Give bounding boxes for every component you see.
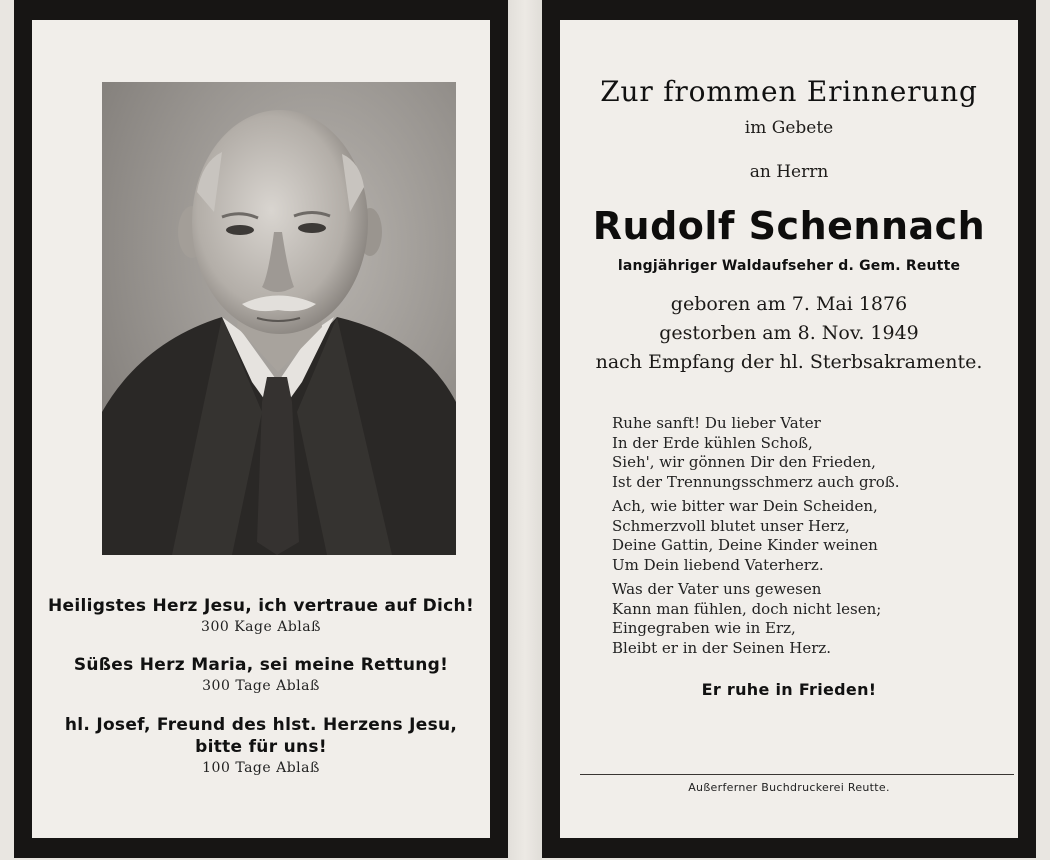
portrait-image xyxy=(102,82,456,555)
poem-stanza-3 xyxy=(612,580,900,658)
life-dates xyxy=(560,290,1018,377)
sacraments-line: nach Empfang der hl. Sterbsakramente. xyxy=(595,351,983,373)
poem-line: Um Dein liebend Vaterherz. xyxy=(612,555,824,574)
poem-line: Schmerzvoll blutet unser Herz, xyxy=(612,516,850,535)
death-date: gestorben am 8. Nov. 1949 xyxy=(659,322,919,344)
poem-line: Eingegraben wie in Erz, xyxy=(612,619,796,637)
right-card-border xyxy=(542,0,1036,858)
printer-credit: Außerferner Buchdruckerei Reutte. xyxy=(688,781,890,794)
poem xyxy=(612,414,900,663)
deceased-role: langjähriger Waldaufseher d. Gem. Reutte xyxy=(617,258,961,274)
poem-line: In der Erde kühlen Schoß, xyxy=(612,433,813,452)
salutation: an Herrn xyxy=(749,162,829,182)
divider xyxy=(580,774,1014,775)
portrait-photo xyxy=(102,82,456,555)
poem-line: Was der Vater uns gewesen xyxy=(612,580,822,598)
left-card-border xyxy=(14,0,508,858)
card-fold xyxy=(508,0,542,860)
deceased-name: Rudolf Schennach xyxy=(592,204,986,248)
birth-date: geboren am 7. Mai 1876 xyxy=(670,293,908,315)
prayer-1-indulgence: 300 Kage Ablaß xyxy=(201,619,321,635)
prayer-2-text: Süßes Herz Maria, sei meine Rettung! xyxy=(73,655,449,675)
poem-stanza-1 xyxy=(612,414,900,492)
poem-line: Ach, wie bitter war Dein Scheiden, xyxy=(612,497,878,515)
left-card-paper xyxy=(32,20,490,838)
prayer-1 xyxy=(32,595,490,637)
prayer-3-text-line2: bitte für uns! xyxy=(195,737,327,757)
poem-line: Kann man fühlen, doch nicht lesen; xyxy=(612,599,882,618)
poem-line: Sieh', wir gönnen Dir den Frieden, xyxy=(612,453,876,471)
prayer-3-indulgence: 100 Tage Ablaß xyxy=(202,760,320,776)
closing-blessing: Er ruhe in Frieden! xyxy=(701,680,877,699)
poem-stanza-2 xyxy=(612,497,900,575)
poem-line: Deine Gattin, Deine Kinder weinen xyxy=(612,536,878,554)
prayer-1-text: Heiligstes Herz Jesu, ich vertraue auf Dich! xyxy=(47,596,475,616)
subheading: im Gebete xyxy=(744,118,834,138)
poem-line: Bleibt er in der Seinen Herz. xyxy=(612,638,832,657)
heading: Zur frommen Erinnerung xyxy=(600,75,978,108)
prayer-2 xyxy=(32,654,490,696)
poem-line: Ist der Trennungsschmerz auch groß. xyxy=(612,472,900,491)
prayer-2-indulgence: 300 Tage Ablaß xyxy=(202,678,320,694)
prayer-3-text-line1: hl. Josef, Freund des hlst. Herzens Jesu, xyxy=(64,715,458,735)
right-card-paper xyxy=(560,20,1018,838)
prayer-3 xyxy=(32,714,490,778)
poem-line: Ruhe sanft! Du lieber Vater xyxy=(612,414,821,432)
